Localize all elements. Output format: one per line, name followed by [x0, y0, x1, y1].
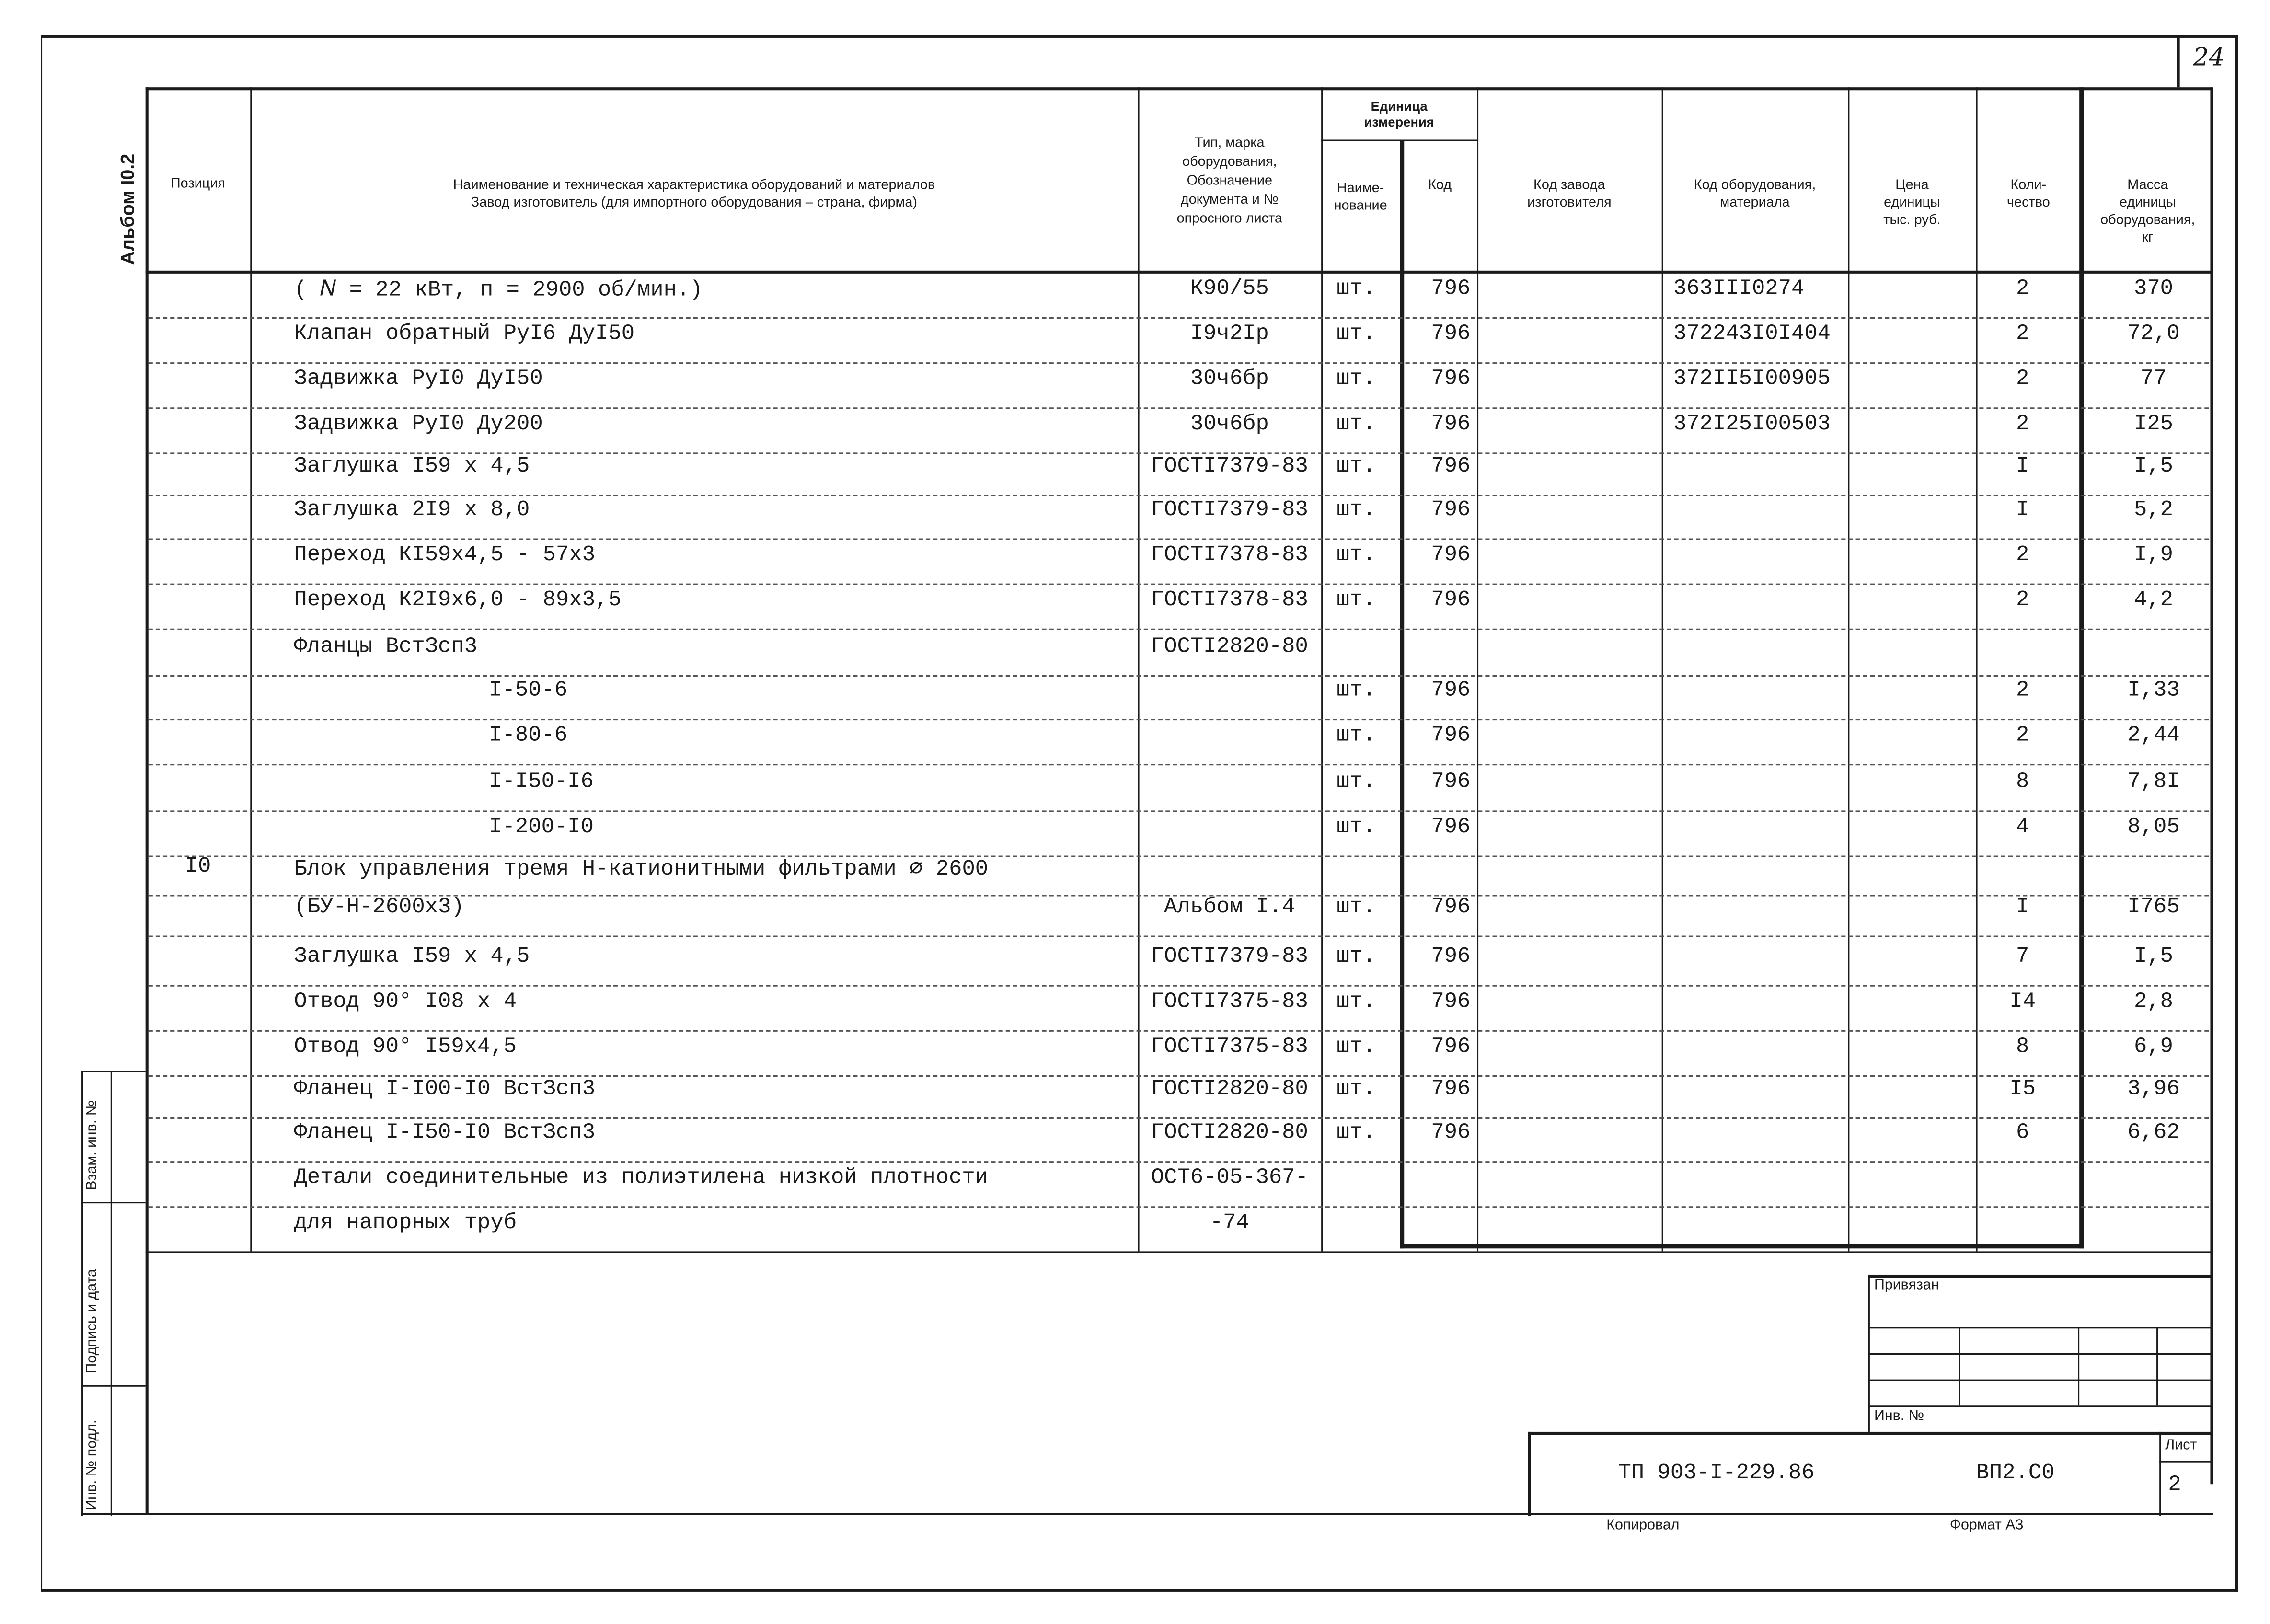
list-label: Лист: [2165, 1438, 2197, 1454]
cell-mass: I,5: [2134, 944, 2174, 969]
cell-name: Отвод 90° I59х4,5: [294, 1034, 517, 1060]
cell-name: Заглушка I59 х 4,5: [294, 944, 530, 969]
privyazan-col-1: [1959, 1327, 1960, 1405]
frame-left: [41, 35, 42, 1592]
cell-mass: I,9: [2134, 542, 2174, 568]
cell-name: Отвод 90° I08 х 4: [294, 989, 517, 1014]
cell-code: 796: [1431, 1034, 1471, 1060]
header-equip-l1: Код оборудования,: [1694, 177, 1816, 194]
cell-qty: 2: [2016, 322, 2029, 346]
cell-name: для напорных труб: [294, 1210, 517, 1235]
row-separator: [149, 1206, 2209, 1208]
cell-name: I-200-I0: [489, 815, 594, 840]
header-unit-code: Код: [1428, 177, 1452, 194]
header-type-l5: опросного листа: [1176, 211, 1283, 227]
cell-equip: 372I25I00503: [1673, 412, 1831, 437]
cell-name: Задвижка РуI0 ДуI50: [294, 367, 543, 392]
row-separator: [149, 362, 2209, 364]
cell-type: -74: [1210, 1210, 1249, 1235]
stamp-top: [81, 1071, 146, 1072]
header-mass-l2: единицы: [2120, 195, 2176, 211]
stamp-inv-podl: Инв. № подл.: [84, 1419, 101, 1510]
title-list-left: [2159, 1432, 2161, 1516]
row-separator: [149, 1161, 2209, 1163]
cell-unit: шт.: [1337, 815, 1376, 840]
header-unit-group-l2: измерения: [1364, 115, 1434, 130]
header-unit-group-l1: Единица: [1371, 99, 1428, 114]
cell-equip: 372243I0I404: [1673, 322, 1831, 346]
cell-unit: шт.: [1337, 322, 1376, 346]
header-name-line2: Завод изготовитель (для импортного оборудования – страна, фирма): [471, 195, 917, 211]
cell-code: 796: [1431, 815, 1471, 840]
cell-mass: 8,05: [2127, 815, 2180, 840]
row-separator: [149, 1030, 2209, 1032]
cell-name: Клапан обратный РуI6 ДуI50: [294, 322, 635, 346]
header-factory-l1: Код завода: [1533, 177, 1605, 194]
header-factory-l2: изготовителя: [1527, 195, 1612, 211]
row-separator: [149, 1117, 2209, 1119]
title-list-sep: [2159, 1461, 2212, 1463]
header-position: Позиция: [170, 176, 225, 192]
cell-type: ГОСТI7378-83: [1151, 542, 1308, 568]
header-name-line1: Наименование и техническая характеристика оборудований и материалов: [453, 177, 935, 194]
album-label: Альбом I0.2: [116, 153, 138, 265]
header-qty-l2: чество: [2006, 195, 2050, 211]
cell-unit: шт.: [1337, 770, 1376, 795]
cell-unit: шт.: [1337, 723, 1376, 748]
cell-qty: 6: [2016, 1120, 2029, 1145]
privyazan-row-1: [1868, 1327, 2212, 1328]
cell-mass: 3,96: [2127, 1077, 2180, 1102]
header-mass: [2084, 177, 2212, 247]
unit-group-line: [1321, 140, 1477, 141]
cell-type: К90/55: [1190, 276, 1269, 301]
cell-qty: I4: [2009, 989, 2036, 1014]
cell-code: 796: [1431, 944, 1471, 969]
cell-unit: шт.: [1337, 412, 1376, 437]
row-separator: [149, 317, 2209, 319]
header-price-l3: тыс. руб.: [1883, 212, 1941, 229]
cell-mass: 2,44: [2127, 723, 2180, 748]
cell-code: 796: [1431, 367, 1471, 392]
cell-qty: 8: [2016, 1034, 2029, 1060]
table-top: [146, 87, 2212, 90]
row-separator: [149, 810, 2209, 812]
cell-name: Задвижка РуI0 Ду200: [294, 412, 543, 437]
header-name: [250, 177, 1138, 212]
cell-code: 796: [1431, 770, 1471, 795]
cell-mass: 77: [2140, 367, 2167, 392]
stamp-vzam: Взам. инв. №: [84, 1100, 101, 1190]
row-separator: [149, 539, 2209, 540]
cell-unit: шт.: [1337, 895, 1376, 920]
header-bottom: [146, 271, 2212, 274]
cell-equip: 363III0274: [1673, 276, 1805, 301]
row-separator: [149, 935, 2209, 937]
cell-unit: шт.: [1337, 587, 1376, 613]
cell-type: ГОСТI7375-83: [1151, 989, 1308, 1014]
cell-qty: 2: [2016, 412, 2029, 437]
privyazan-row-2: [1868, 1353, 2212, 1355]
cell-code: 796: [1431, 678, 1471, 703]
table-body-end: [146, 1251, 2212, 1253]
header-price: [1848, 177, 1976, 230]
cell-unit: шт.: [1337, 276, 1376, 301]
stamp-left: [81, 1071, 83, 1516]
cell-type: 30ч6бр: [1190, 412, 1269, 437]
cell-name: (БУ-Н-2600х3): [294, 895, 464, 920]
cell-code: 796: [1431, 587, 1471, 613]
cell-pos: I0: [184, 854, 211, 879]
cell-code: 796: [1431, 454, 1471, 479]
cell-code: 796: [1431, 276, 1471, 301]
cell-name: Фланец I-I00-I0 ВстЗсп3: [294, 1077, 596, 1102]
cell-type: 30ч6бр: [1190, 367, 1269, 392]
cell-qty: 2: [2016, 367, 2029, 392]
cell-unit: шт.: [1337, 542, 1376, 568]
cell-name: ( 𝑁 = 22 кВт, п = 2900 об/мин.): [294, 277, 703, 303]
cell-qty: 2: [2016, 587, 2029, 613]
cell-qty: I: [2016, 895, 2029, 920]
header-unit-group: [1321, 99, 1477, 131]
row-separator: [149, 584, 2209, 585]
cell-code: 796: [1431, 322, 1471, 346]
cell-qty: I: [2016, 454, 2029, 479]
row-separator: [149, 407, 2209, 409]
privyazan-col-2: [2078, 1327, 2079, 1405]
header-type-l4: документа и №: [1180, 192, 1279, 208]
cell-name: I-80-6: [489, 723, 568, 748]
cell-unit: шт.: [1337, 1034, 1376, 1060]
cell-mass: 5,2: [2134, 497, 2174, 523]
header-price-l2: единицы: [1884, 195, 1940, 211]
cell-name: Заглушка 2I9 х 8,0: [294, 497, 530, 523]
header-qty-l1: Коли-: [2010, 177, 2047, 194]
header-mass-l3: оборудования,: [2100, 212, 2195, 229]
stamp-podpis: Подпись и дата: [84, 1269, 101, 1374]
cell-name: Фланцы ВстЗсп3: [294, 634, 478, 659]
frame-right: [2235, 35, 2238, 1592]
frame-top: [41, 35, 2238, 38]
col-sep-qty: [2079, 87, 2084, 1248]
cell-mass: 2,8: [2134, 989, 2174, 1014]
privyazan-row-4: [1868, 1405, 2212, 1407]
doc-mark: ВП2.С0: [1976, 1461, 2055, 1486]
cell-name: I-50-6: [489, 678, 568, 703]
stamp-bottom: [81, 1513, 2213, 1515]
cell-mass: 6,62: [2127, 1120, 2180, 1145]
cell-unit: шт.: [1337, 1120, 1376, 1145]
cell-qty: 2: [2016, 723, 2029, 748]
cell-qty: 7: [2016, 944, 2029, 969]
cell-code: 796: [1431, 723, 1471, 748]
privyazan-label: Привязан: [1874, 1278, 1939, 1294]
bold-box-bottom: [1400, 1244, 2084, 1248]
cell-mass: I25: [2134, 412, 2174, 437]
sheet-corner-left: [2177, 35, 2180, 87]
cell-name: Блок управления тремя Н-катионитными фильтрами ⌀ 2600: [294, 857, 989, 882]
cell-qty: I: [2016, 497, 2029, 523]
list-number: 2: [2168, 1472, 2181, 1497]
sheet-number-corner: 24: [2193, 44, 2225, 73]
cell-type: ГОСТI2820-80: [1151, 634, 1308, 659]
cell-name: Заглушка I59 х 4,5: [294, 454, 530, 479]
header-type-l1: Тип, марка: [1195, 135, 1265, 151]
stamp-sep-2: [81, 1385, 146, 1387]
cell-code: 796: [1431, 412, 1471, 437]
header-unit-name: [1321, 181, 1400, 216]
row-separator: [149, 764, 2209, 765]
header-mass-l1: Масса: [2127, 177, 2168, 194]
cell-unit: шт.: [1337, 1077, 1376, 1102]
cell-mass: I,33: [2127, 678, 2180, 703]
cell-mass: I,5: [2134, 454, 2174, 479]
cell-unit: шт.: [1337, 497, 1376, 523]
cell-qty: 4: [2016, 815, 2029, 840]
row-separator: [149, 629, 2209, 630]
cell-mass: 72,0: [2127, 322, 2180, 346]
privyazan-row-3: [1868, 1380, 2212, 1381]
row-separator: [149, 719, 2209, 720]
row-separator: [149, 985, 2209, 987]
header-mass-l4: кг: [2142, 230, 2154, 246]
cell-type: Альбом I.4: [1164, 895, 1295, 920]
cell-name: Переход КI59х4,5 - 57х3: [294, 542, 596, 568]
doc-code: ТП 903-I-229.86: [1618, 1461, 1815, 1486]
stamp-sep-1: [81, 1202, 146, 1203]
cell-unit: шт.: [1337, 989, 1376, 1014]
row-separator: [149, 675, 2209, 677]
header-type-l3: Обозначение: [1187, 173, 1273, 189]
table-left: [146, 87, 149, 1513]
cell-mass: 4,2: [2134, 587, 2174, 613]
header-equipment-code: [1662, 177, 1848, 212]
cell-unit: шт.: [1337, 454, 1376, 479]
col-sep-unit: [1400, 140, 1404, 1249]
header-unit-name-l1: Наиме-: [1337, 180, 1384, 196]
cell-type: ГОСТI7379-83: [1151, 944, 1308, 969]
header-equip-l2: материала: [1720, 195, 1790, 211]
cell-code: 796: [1431, 989, 1471, 1014]
cell-mass: I765: [2127, 895, 2180, 920]
cell-unit: шт.: [1337, 678, 1376, 703]
cell-mass: 6,9: [2134, 1034, 2174, 1060]
cell-type: ГОСТI7375-83: [1151, 1034, 1308, 1060]
cell-type: I9ч2Iр: [1190, 322, 1269, 346]
cell-qty: 2: [2016, 542, 2029, 568]
cell-unit: шт.: [1337, 944, 1376, 969]
cell-code: 796: [1431, 1120, 1471, 1145]
cell-mass: 370: [2134, 276, 2174, 301]
header-type-l2: оборудования,: [1182, 154, 1277, 171]
header-unit-name-l2: нование: [1334, 197, 1387, 214]
frame-bottom: [41, 1589, 2238, 1592]
row-separator: [149, 495, 2209, 496]
cell-code: 796: [1431, 895, 1471, 920]
cell-name: Фланец I-I50-I0 ВстЗсп3: [294, 1120, 596, 1145]
cell-unit: шт.: [1337, 367, 1376, 392]
format-label: Формат А3: [1949, 1518, 2024, 1534]
inv-no-label: Инв. №: [1874, 1408, 1924, 1425]
header-price-l1: Цена: [1895, 177, 1929, 194]
cell-qty: 8: [2016, 770, 2029, 795]
cell-qty: 2: [2016, 678, 2029, 703]
cell-code: 796: [1431, 497, 1471, 523]
cell-type: ОСТ6-05-367-: [1151, 1165, 1308, 1190]
cell-name: Переход К2I9х6,0 - 89х3,5: [294, 587, 622, 613]
cell-qty: I5: [2009, 1077, 2036, 1102]
cell-type: ГОСТI7379-83: [1151, 454, 1308, 479]
cell-type: ГОСТI2820-80: [1151, 1077, 1308, 1102]
cell-type: ГОСТI2820-80: [1151, 1120, 1308, 1145]
kopiroval-label: Копировал: [1606, 1518, 1680, 1534]
title-left: [1528, 1432, 1531, 1516]
cell-name: I-I50-I6: [489, 770, 594, 795]
cell-equip: 372II5I00905: [1673, 367, 1831, 392]
cell-code: 796: [1431, 1077, 1471, 1102]
header-qty: [1976, 177, 2081, 212]
cell-code: 796: [1431, 542, 1471, 568]
cell-mass: 7,8I: [2127, 770, 2180, 795]
cell-type: ГОСТI7378-83: [1151, 587, 1308, 613]
cell-type: ГОСТI7379-83: [1151, 497, 1308, 523]
stamp-mid: [111, 1071, 112, 1516]
cell-qty: 2: [2016, 276, 2029, 301]
cell-name: Детали соединительные из полиэтилена низкой плотности: [294, 1165, 989, 1190]
header-factory-code: [1477, 177, 1662, 212]
header-type: [1138, 134, 1322, 228]
title-top: [1528, 1432, 2212, 1435]
privyazan-col-3: [2156, 1327, 2158, 1405]
